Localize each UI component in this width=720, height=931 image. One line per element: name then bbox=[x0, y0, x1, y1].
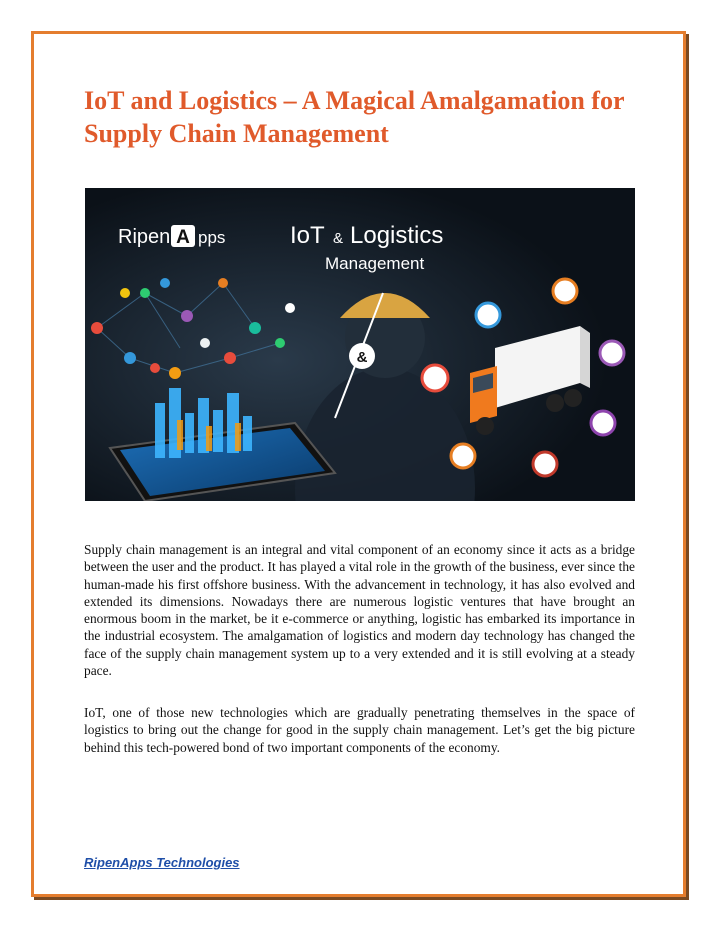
vehicle-icon bbox=[533, 452, 557, 476]
headline-logistics: Logistics bbox=[350, 222, 444, 249]
logo-text-a: A bbox=[176, 227, 190, 248]
center-amp: & bbox=[356, 349, 368, 366]
logo-text-ripen: Ripen bbox=[118, 226, 171, 248]
headline-amp: & bbox=[333, 230, 344, 247]
tracking-icon bbox=[476, 303, 500, 327]
ripenapps-logo bbox=[118, 225, 225, 248]
hero-image bbox=[85, 188, 635, 501]
fuel-icon bbox=[591, 411, 615, 435]
logo-text-apps: pps bbox=[198, 228, 226, 247]
thermometer-icon bbox=[553, 279, 577, 303]
speedometer-icon bbox=[451, 444, 475, 468]
headline-iot: IoT bbox=[290, 222, 325, 249]
headline-management: Management bbox=[325, 254, 425, 273]
drop-icon bbox=[600, 341, 624, 365]
body-paragraph-1: Supply chain management is an integral and vital component of an economy since it acts as a bridge between the user and the product. It has played a vital role in the growth of the business, ever since the human-made his first offshore business. With the advancement in technology, it has also evolved and extended its dimensions. Nowadays there are numerous logistic ventures that have brought an enormous boom in the market, be it e-commerce or anything, logistic has embarked its importance in the industrial ecosystem. The amalgamation of logistics and modern day technology has changed the face of the supply chain management system up to a very extended and it is still evolving at a steady pace. bbox=[84, 542, 635, 679]
engine-icon bbox=[422, 365, 448, 391]
page-title: IoT and Logistics – A Magical Amalgamation for Supply Chain Management bbox=[84, 86, 625, 148]
footer-company-link[interactable]: RipenApps Technologies bbox=[84, 855, 240, 870]
body-paragraph-2: IoT, one of those new technologies which are gradually penetrating themselves in the space of logistics to bring out the change for good in the supply chain management. Let’s get the big picture behind this tech-powered bond of two important components of the economy. bbox=[84, 705, 635, 755]
